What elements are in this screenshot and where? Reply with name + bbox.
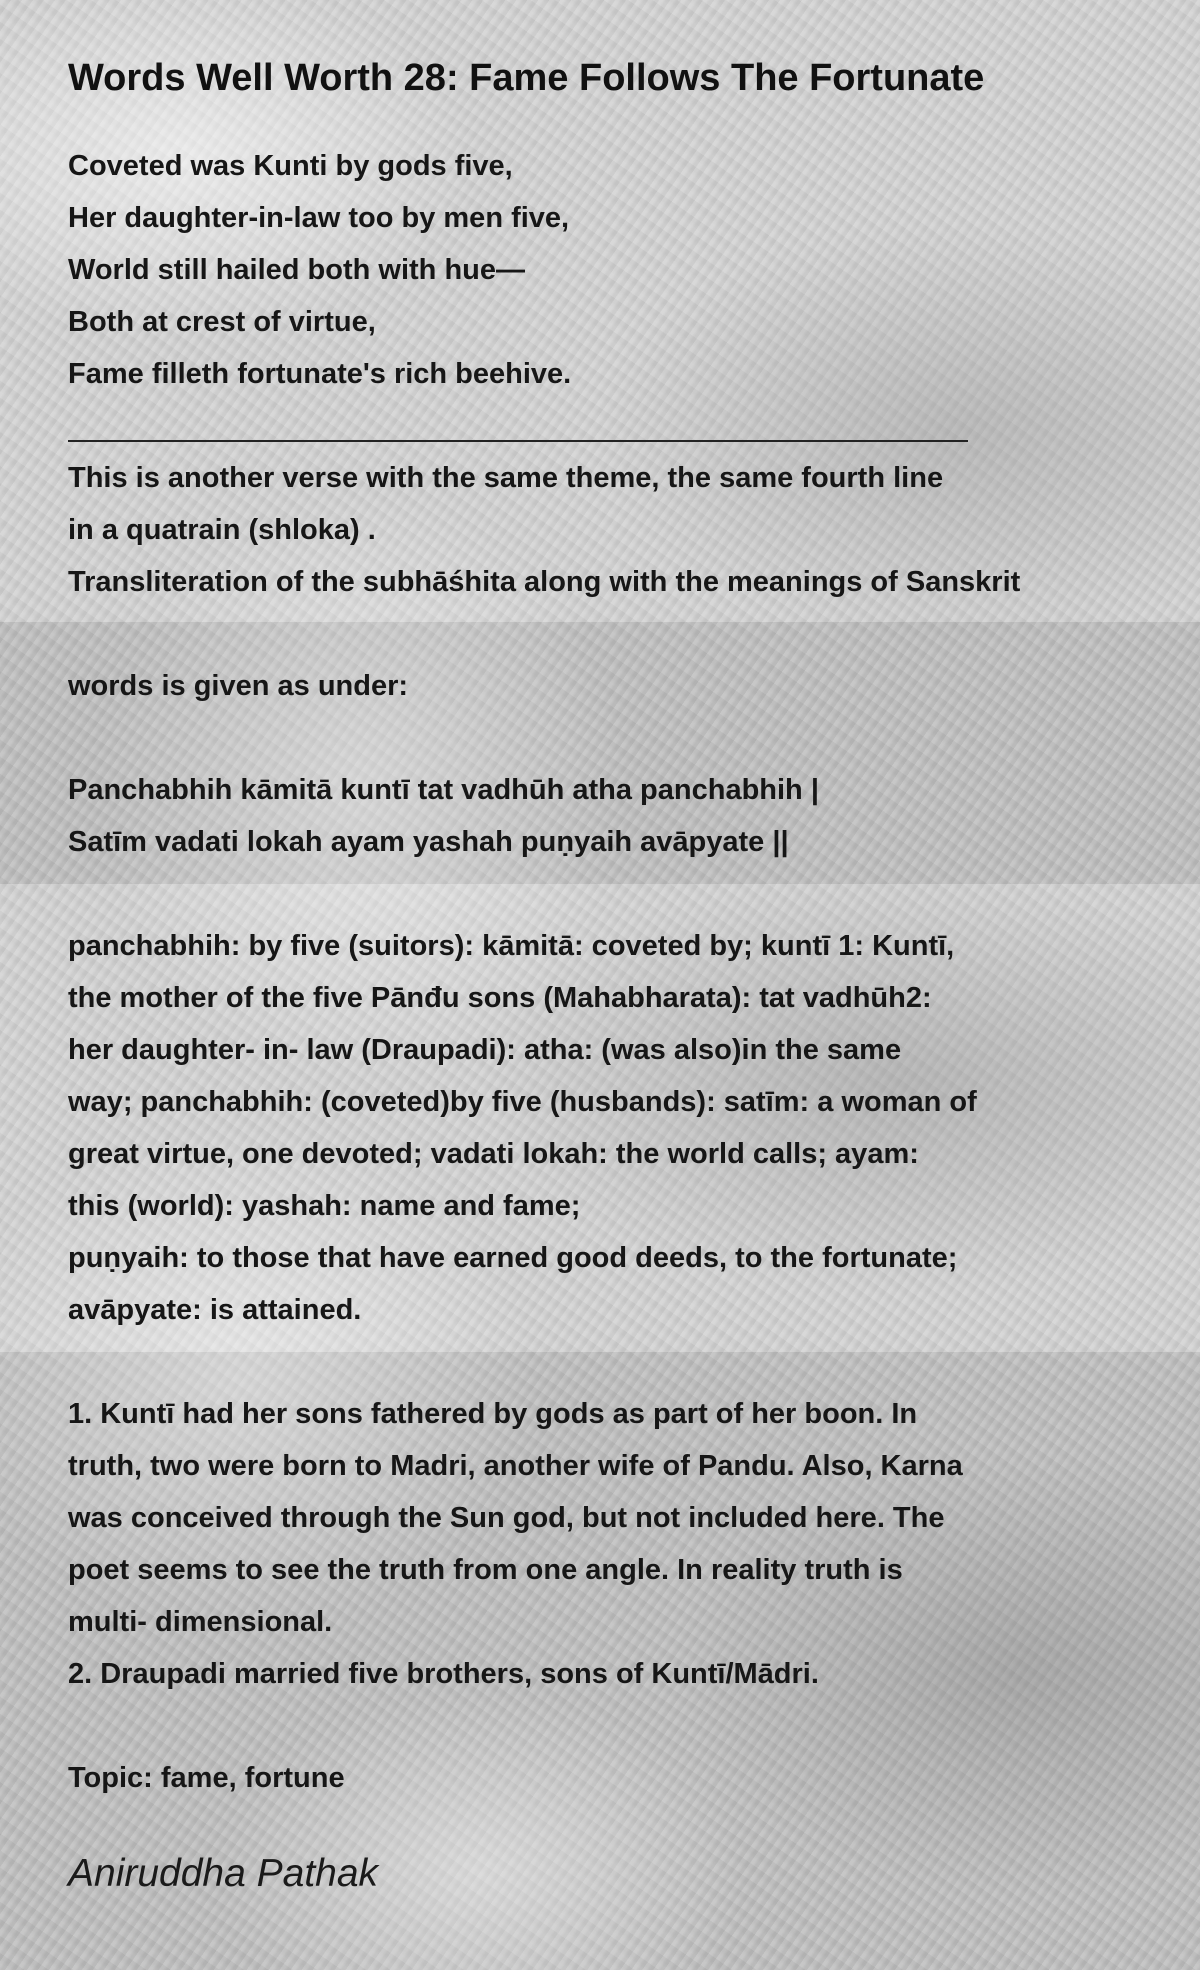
meaning-line: her daughter- in- law (Draupadi): atha: (was also)in the same	[68, 1034, 902, 1066]
poem-author: Aniruddha Pathak	[68, 1852, 379, 1895]
note-line	[68, 608, 1148, 660]
footnote-line: multi- dimensional.	[68, 1606, 333, 1638]
poem-line: Her daughter-in-law too by men five,	[68, 202, 570, 234]
meaning-line: avāpyate: is attained.	[68, 1294, 362, 1326]
note-line: Transliteration of the subhāśhita along with the meanings of Sanskrit	[68, 566, 1021, 598]
transliteration	[68, 764, 1148, 868]
poem-topic: Topic: fame, fortune	[68, 1762, 345, 1794]
meaning-line: great virtue, one devoted; vadati lokah: the world calls; ayam:	[68, 1138, 919, 1170]
footnotes	[68, 1388, 1148, 1700]
footnote-line: 2. Draupadi married five brothers, sons of Kuntī/Mādri.	[68, 1658, 819, 1690]
poem-title: Words Well Worth 28: Fame Follows The Fortunate	[68, 57, 985, 99]
footnote-line: truth, two were born to Madri, another wife of Pandu. Also, Karna	[68, 1450, 963, 1482]
poem-line: Coveted was Kunti by gods five,	[68, 150, 513, 182]
blank-line	[68, 712, 1148, 764]
poem-body	[68, 140, 1148, 1804]
footnote-line: was conceived through the Sun god, but not included here. The	[68, 1502, 945, 1534]
meaning-line: way; panchabhih: (coveted)by five (husbands): satīm: a woman of	[68, 1086, 977, 1118]
blank-line	[68, 1336, 1148, 1388]
meaning-line: this (world): yashah: name and fame;	[68, 1190, 581, 1222]
poem-page	[68, 50, 1148, 1902]
poem-line: Fame filleth fortunate's rich beehive.	[68, 358, 572, 390]
poem-line: World still hailed both with hue—	[68, 254, 526, 286]
footnote-line: 1. Kuntī had her sons fathered by gods as part of her boon. In	[68, 1398, 918, 1430]
note-line: in a quatrain (shloka) .	[68, 514, 376, 546]
blank-line	[68, 868, 1148, 920]
note-line: words is given as under:	[68, 670, 409, 702]
meaning-line: the mother of the five Pānđu sons (Mahabharata): tat vadhūh2:	[68, 982, 932, 1014]
note-line: This is another verse with the same theme, the same fourth line	[68, 462, 944, 494]
word-meanings	[68, 920, 1148, 1336]
poem-stanza	[68, 140, 1148, 400]
poem-line: Both at crest of virtue,	[68, 306, 376, 338]
meaning-line: panchabhih: by five (suitors): kāmitā: coveted by; kuntī 1: Kuntī,	[68, 930, 955, 962]
blank-line	[68, 1700, 1148, 1752]
transliteration-line: Panchabhih kāmitā kuntī tat vadhūh atha panchabhih |	[68, 774, 819, 806]
footnote-line: poet seems to see the truth from one angle. In reality truth is	[68, 1554, 903, 1586]
section-divider	[68, 400, 1148, 452]
meaning-line: puṇyaih: to those that have earned good deeds, to the fortunate;	[68, 1242, 958, 1274]
poem-note	[68, 452, 1148, 712]
transliteration-line: Satīm vadati lokah ayam yashah puṇyaih avāpyate ||	[68, 826, 789, 858]
